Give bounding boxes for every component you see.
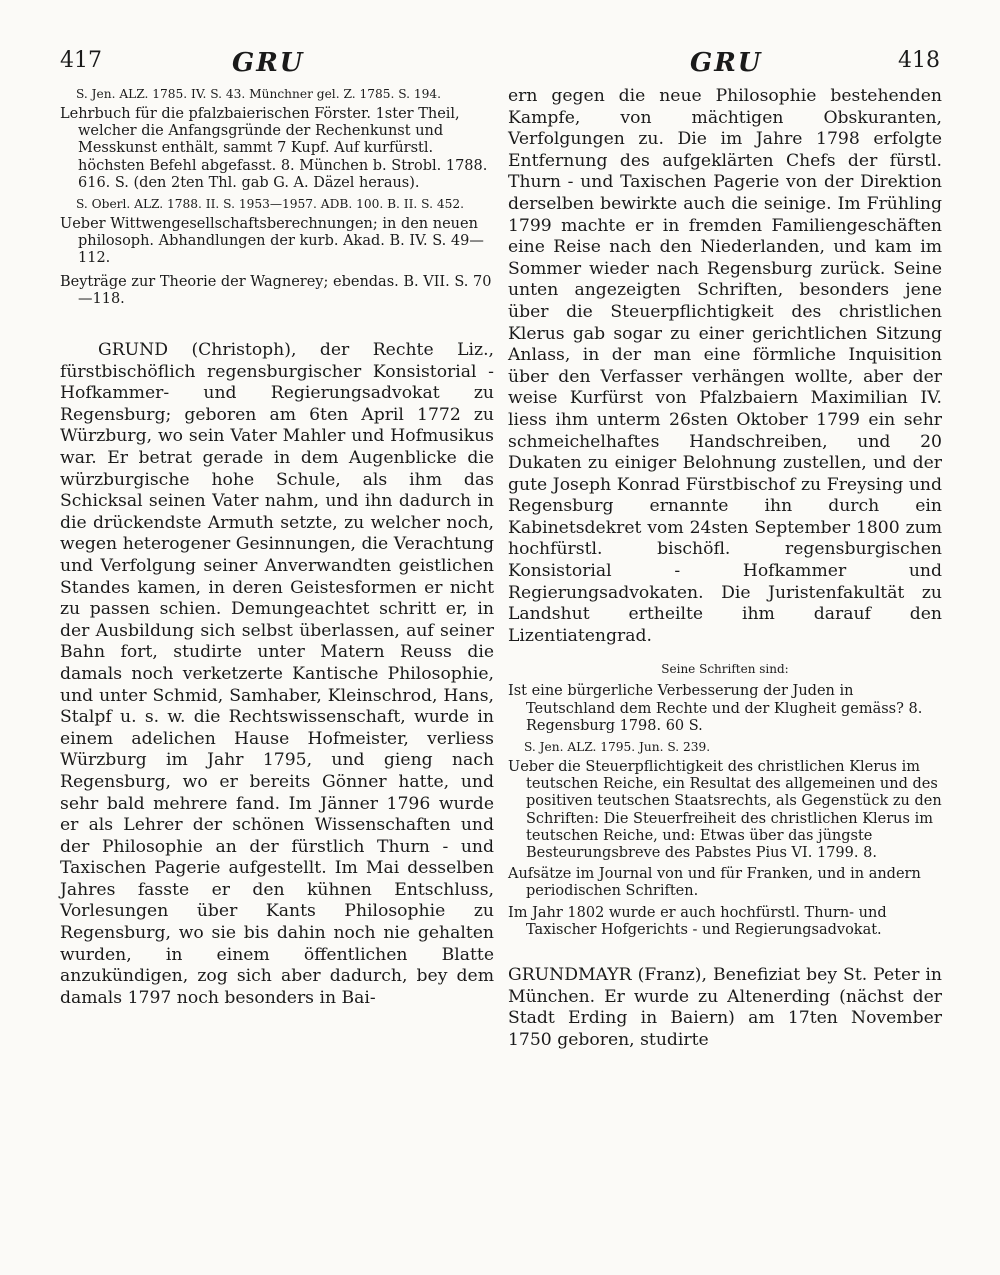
review-citation: S. Jen. ALZ. 1795. Jun. S. 239.: [524, 740, 711, 755]
page-number-left: 417: [60, 48, 102, 73]
writings-heading: Seine Schriften sind:: [661, 662, 789, 677]
bibliography-entry: Ueber die Steuerpflichtigkeit des christlichen Klerus im teutschen Reiche, ein Resultat des allgemeinen und des positiven teutschen Staatsrechts, als Gegenstück zu den Schriften: Die Steuerfreiheit des christlichen Klerus im teutschen Reiche, und: Etwas über das jüngste Besteurungsbreve des Pabstes Pius VI. 1799. 8.: [508, 759, 942, 862]
entry-grund-continued: ern gegen die neue Philosophie bestehenden Kampfe, von mächtigen Obskuranten, Verfolgungen zu. Die im Jahre 1798 erfolgte Entfernung des aufgeklärten Chefs der fürstl. Thurn - und Taxischen Pagerie von der Direktion derselben bewirkte auch die seinige. Im Frühling 1799 machte er in fremden Familiengeschäften eine Reise nach den Niederlanden, und kam im Sommer wieder nach Regensburg zurück. Seine unten angezeigten Schriften, besonders jene über die Steuerpflichtigkeit des christlichen Klerus gab sogar zu einer gerichtlichen Sitzung Anlass, in der man eine förmliche Inquisition über den Verfasser verhängen wollte, aber der weise Kurfürst von Pfalzbaiern Maximilian IV. liess ihm unterm 26sten Oktober 1799 ein sehr schmeichelhaftes Handschreiben, und 20 Dukaten zu einiger Belohnung zustellen, und der gute Joseph Konrad Fürstbischof zu Freysing und Regensburg ernannte ihn durch ein Kabinetsdekret vom 24sten September 1800 zum hochfürstl. bischöfl. regensburgischen Konsistorial - Hofkammer und Regierungsadvokaten. Die Juristenfakultät zu Landshut ertheilte ihm darauf den Lizentiatengrad.: [508, 86, 942, 646]
left-column: [60, 86, 494, 1009]
running-head-right: GRU: [690, 48, 763, 78]
review-citation: S. Jen. ALZ. 1785. IV. S. 43. Münchner gel. Z. 1785. S. 194.: [76, 87, 442, 101]
page-number-right: 418: [898, 48, 940, 73]
bibliography-entry: Beyträge zur Theorie der Wagnerey; ebendas. B. VII. S. 70—118.: [60, 273, 492, 307]
bibliography-entry: Lehrbuch für die pfalzbaierischen Förster. 1ster Theil, welcher die Anfangsgründe der Rechenkunst und Messkunst enthält, sammt 7 Kupf. Auf kurfürstl. höchsten Befehl abgefasst. 8. München b. Strobl. 1788. 616. S. (den 2ten Thl. gab G. A. Däzel heraus).: [60, 106, 488, 191]
bibliography-entry: Ist eine bürgerliche Verbesserung der Juden in Teutschland dem Rechte und der Klugheit gemäss? 8. Regensburg 1798. 60 S.: [508, 683, 923, 734]
bibliography-entry: Ueber Wittwengesellschaftsberechnungen; in den neuen philosoph. Abhandlungen der kurb. Akad. B. IV. S. 49—112.: [60, 216, 484, 267]
entry-grund: GRUND (Christoph), der Rechte Liz., fürstbischöflich regensburgischer Konsistorial - Hofkammer- und Regierungsadvokat zu Regensburg; geboren am 6ten April 1772 zu Würzburg, wo sein Vater Mahler und Hofmusikus war. Er betrat gerade in dem Augenblicke die würzburgische hohe Schule, als ihm das Schicksal seinen Vater nahm, und ihn dadurch in die drückendste Armuth setzte, zu welcher noch, wegen heterogener Gesinnungen, die Verachtung und Verfolgung seiner Anverwandten geistlichen Standes kamen, in deren Geistesformen er nicht zu passen schien. Demungeachtet schritt er, in der Ausbildung sich selbst überlassen, auf seiner Bahn fort, studirte unter Matern Reuss die damals noch verketzerte Kantische Philosophie, und unter Schmid, Samhaber, Kleinschrod, Hans, Stalpf u. s. w. die Rechtswissenschaft, wurde in einem adelichen Hause Hofmeister, verliess Würzburg im Jahr 1795, und gieng nach Regensburg, wo er bereits Gönner hatte, und sehr bald mehrere fand. Im Jänner 1796 wurde er als Lehrer der schönen Wissenschaften und der Philosophie an der fürstlich Thurn - und Taxischen Pagerie aufgestellt. Im Mai desselben Jahres fasste er den kühnen Entschluss, Vorlesungen über Kants Philosophie zu Regensburg, wo sie bis dahin noch nie gehalten wurden, in einem öffentlichen Blatte anzukündigen, zog sich aber dadurch, bey dem damals 1797 noch besonders in Bai-: [60, 340, 494, 1008]
running-head-left: GRU: [232, 48, 305, 78]
right-column: [508, 86, 942, 1051]
review-citation: S. Oberl. ALZ. 1788. II. S. 1953—1957. ADB. 100. B. II. S. 452.: [76, 197, 464, 212]
bibliography-entry: Aufsätze im Journal von und für Franken, und in andern periodischen Schriften.: [508, 866, 921, 900]
bibliography-note: Im Jahr 1802 wurde er auch hochfürstl. Thurn- und Taxischer Hofgerichts - und Regierungsadvokat.: [508, 904, 887, 938]
entry-grundmayr: GRUNDMAYR (Franz), Benefiziat bey St. Peter in München. Er wurde zu Altenerding (nächst der Stadt Erding in Baiern) am 17ten November 1750 geboren, studirte: [508, 965, 942, 1050]
